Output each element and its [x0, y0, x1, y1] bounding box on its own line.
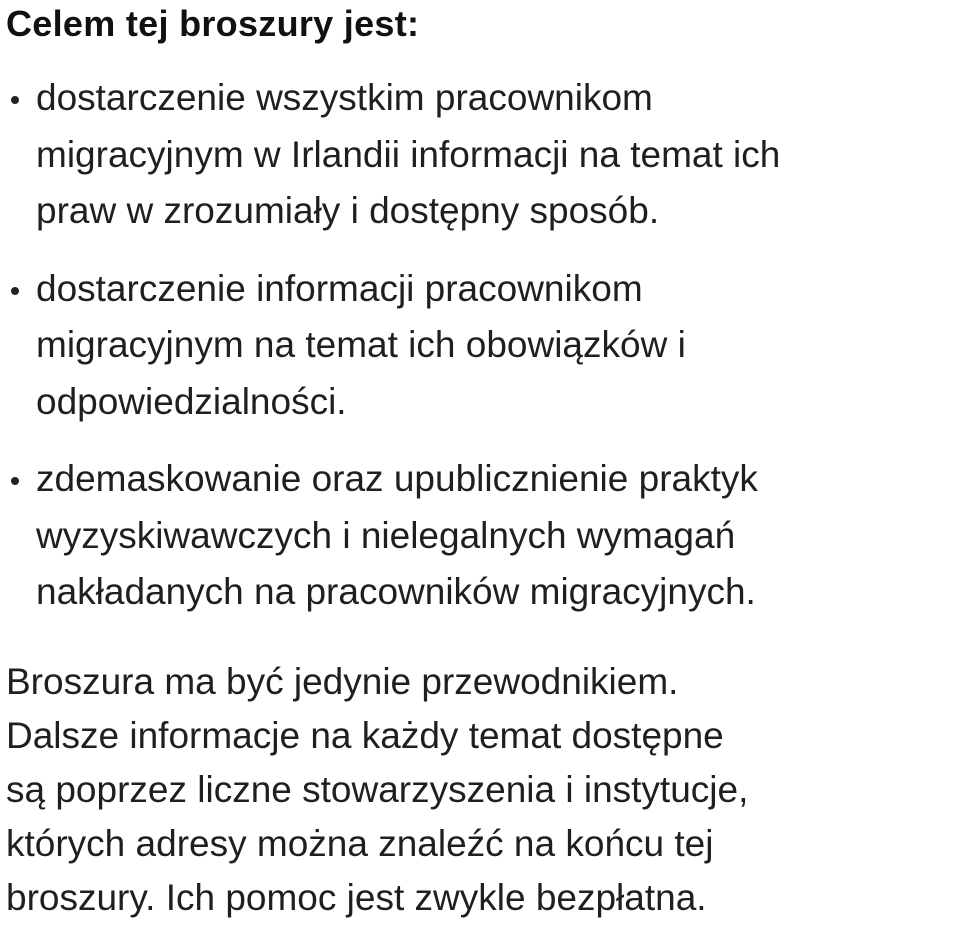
bullet-item [0, 261, 960, 431]
bullet-list [0, 70, 960, 642]
bullet-text: dostarczenie informacji pracownikom migracyjnym na temat ich obowiązków i odpowiedzialności. [36, 267, 686, 422]
bullet-text: dostarczenie wszystkim pracownikom migracyjnym w Irlandii informacji na temat ich praw w zrozumiały i dostępny sposób. [36, 77, 781, 231]
bullet-dot-icon [11, 287, 19, 295]
bullet-item [0, 451, 960, 621]
page-title: Celem tej broszury jest: [6, 3, 420, 44]
bullet-item [0, 70, 960, 240]
closing-paragraph: Broszura ma być jedynie przewodnikiem. Dalsze informacje na każdy temat dostępne są poprzez liczne stowarzyszenia i instytucje, których adresy można znaleźć na końcu tej broszury. Ich pomoc jest zwykle bezpłatna. [6, 661, 749, 918]
bullet-dot-icon [11, 96, 19, 104]
bullet-text: zdemaskowanie oraz upublicznienie praktyk wyzyskiwawczych i nielegalnych wymagań nakładanych na pracowników migracyjnych. [36, 458, 758, 612]
bullet-dot-icon [11, 477, 19, 485]
